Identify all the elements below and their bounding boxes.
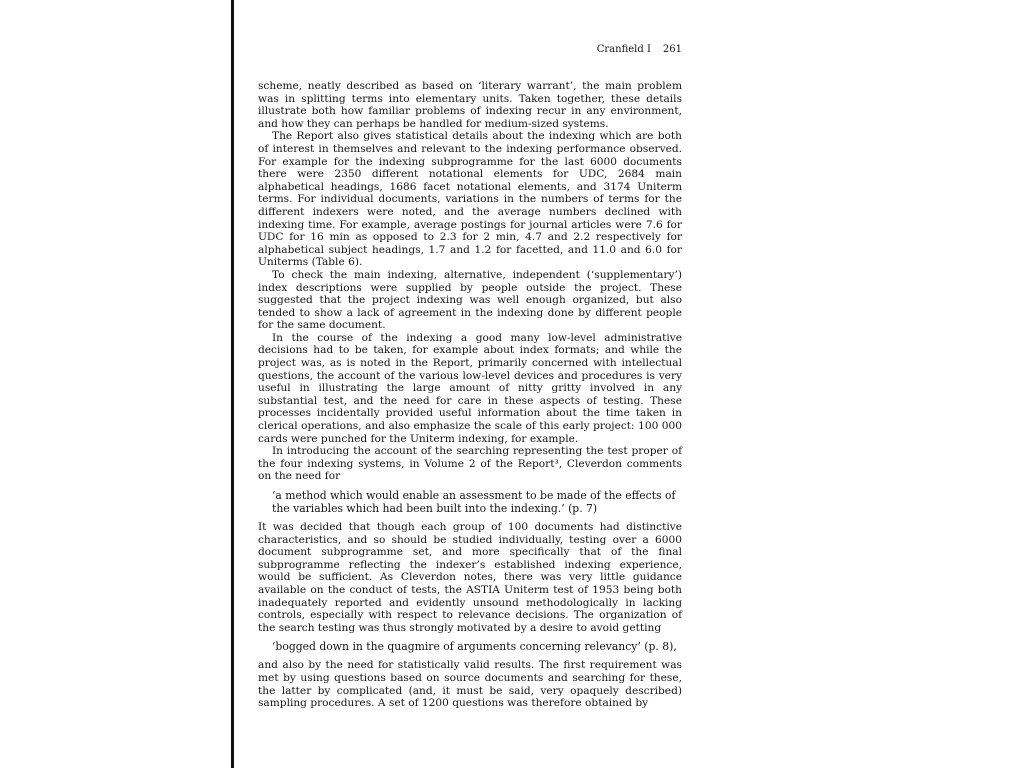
running-head-title: Cranfield I <box>596 44 651 55</box>
paragraph-continuation-1: scheme, neatly described as based on ‘literary warrant’, the main problem was in splitting terms into elementary units. Taken together, these details illustrate both how familiar problems of indexing recur in any environment, and how they can perhaps be handled for medium-sized systems. <box>258 80 682 130</box>
page-binding-edge <box>231 0 234 768</box>
running-head <box>258 44 682 56</box>
block-quote-method: ‘a method which would enable an assessment to be made of the effects of the variables which had been built into the indexing.’ (p. 7) <box>272 489 676 515</box>
paragraph-test-decision: It was decided that though each group of 100 documents had distinctive characteristics, and so should be studied individually, testing over a 6000 document subprogramme set, and more specifically that of the final subprogramme reflecting the indexer’s established indexing experience, would be sufficient. As Cleverdon notes, there was very little guidance available on the conduct of tests, the ASTIA Uniterm test of 1953 being both inadequately reported and evidently unsound methodologically in lacking controls, especially with respect to relevance decisions. The organization of the search testing was thus strongly motivated by a desire to avoid getting <box>258 521 682 634</box>
block-quote-relevancy: ‘bogged down in the quagmire of arguments concerning relevancy’ (p. 8), <box>272 640 677 654</box>
body-text <box>258 80 682 710</box>
paragraph-statistical-validity: and also by the need for statistically valid results. The first requirement was met by using questions based on source documents and searching for these, the latter by complicated (and, it must be said, very opaquely described) sampling procedures. A set of 1200 questions was therefore obtained by <box>258 659 682 710</box>
page-number: 261 <box>662 44 682 55</box>
book-page <box>258 44 682 710</box>
paragraph-supplementary-indexing: To check the main indexing, alternative, independent (‘supplementary’) index descriptions were supplied by people outside the project. These suggested that the project indexing was well enough organized, but also tended to show a lack of agreement in the indexing done by different people for the same document. <box>258 268 682 332</box>
paragraph-administrative-decisions: In the course of the indexing a good many low-level administrative decisions had to be taken, for example about index formats; and while the project was, as is noted in the Report, primarily concerned with intellectual questions, the account of the various low-level devices and procedures is very useful in illustrating the large amount of nitty gritty involved in any substantial test, and the need for care in these aspects of testing. These processes incidentally provided useful information about the time taken in clerical operations, and also emphasize the scale of this early project: 100 000 cards were punched for the Uniterm indexing, for example. <box>258 331 682 445</box>
paragraph-searching-intro: In introducing the account of the searching representing the test proper of the four indexing systems, in Volume 2 of the Report³, Cleverdon comments on the need for <box>258 445 682 483</box>
paragraph-statistics: The Report also gives statistical details about the indexing which are both of interest in themselves and relevant to the indexing performance observed. For example for the indexing subprogramme for the last 6000 documents there were 2350 different notational elements for UDC, 2684 main alphabetical headings, 1686 facet notational elements, and 3174 Uniterm terms. For individual documents, variations in the numbers of terms for the different indexers were noted, and the average numbers declined with indexing time. For example, average postings for journal articles were 7.6 for UDC for 16 min as opposed to 2.3 for 2 min, 4.7 and 2.2 respectively for alphabetical subject headings, 1.7 and 1.2 for facetted, and 11.0 and 6.0 for Uniterms (Table 6). <box>258 130 682 269</box>
